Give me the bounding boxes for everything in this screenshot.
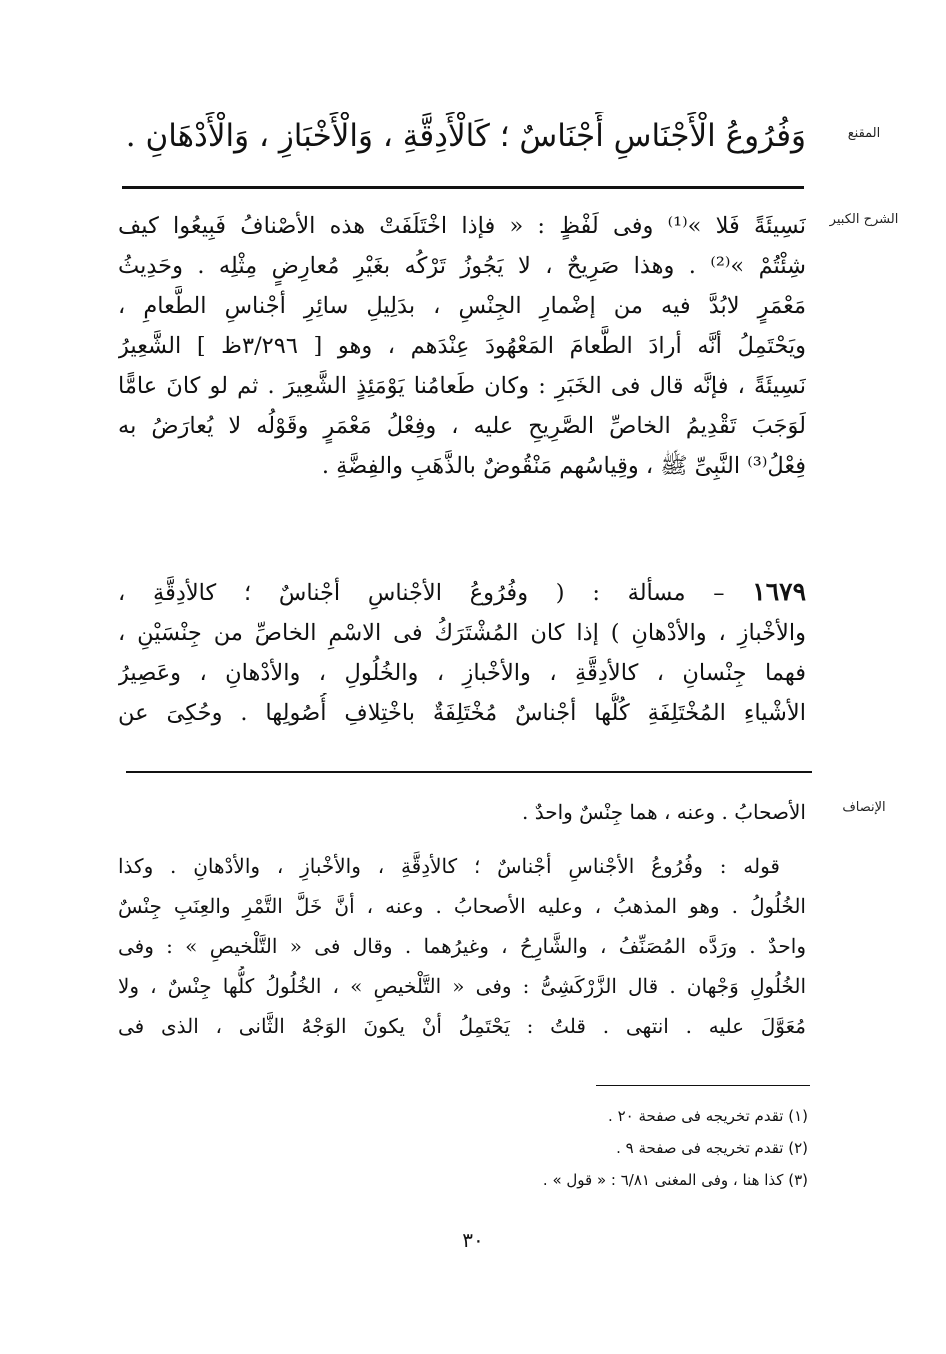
masala-line: والأخْبازِ ، والأدْهانِ ) إذا كان المُشْتَرَكُ فى الاسْمِ الخاصِّ من جِنْسَيْنِ ، [118,620,806,646]
section-divider-thin [126,771,812,773]
masala-text [118,572,806,733]
insaf-text [118,846,806,1046]
insaf-line: واحدٌ . ورَدَّه المُصَنِّفُ ، والشَّارِحُ ، وغيرُهما . وقال فى « التَّلْخيصِ » : وفى [118,934,806,958]
footnote-divider [596,1085,810,1086]
footnote: (٢) تقدم تخريجه فى صفحة ٩ . [616,1139,808,1157]
sharh-line: ويَحْتَمِلُ أنَّه أرادَ الطَّعامَ المَعْهُودَ عِنْدَهم ، وهو [ ٣/٢٩٦ظ ] الشَّعِيرُ [118,333,806,359]
masala-line: فهما جِنْسانِ ، كالأدِقَّةِ ، والأخْبازِ ، والخُلُولِ ، والأدْهانِ ، وعَصِيرُ [118,660,806,686]
footnote: (١) تقدم تخريجه فى صفحة ٢٠ . [608,1107,808,1125]
insaf-line: الخُلُولُ . وهو المذهبُ ، وعليه الأصحابُ . وعنه ، أنَّ خَلَّ التَّمْرِ والعِنَبِ جِنْسٌ [118,894,806,918]
sharh-line: نَسِيئَةً ، فإنَّه قال فى الخَبَرِ : وكان طَعامُنا يَوْمَئِذٍ الشَّعِيرَ . ثم لو كانَ عامًّا [118,373,806,399]
insaf-line: الخُلُولِ وَجْهان . قال الزَّرْكَشِىُّ : وفى « التَّلْخيصِ » ، الخُلُولُ كلُّها جِنْسٌ ، ولا [118,974,806,998]
label-muqni: المقنع [847,126,881,141]
page-number: ٣٠ [462,1228,484,1252]
label-insaf: الإنصاف [842,800,886,815]
footnote: (٣) كذا هنا ، وفى المغنى ٦/٨١ : « قول » . [542,1171,808,1189]
masala-line-first [118,572,806,613]
sharh-line: نَسِيئَةً فَلا »⁽¹⁾ وفى لَفْظٍ : « فإذا اخْتَلَفَتْ هذه الأصْنافُ فَبِيعُوا كيف [118,213,806,239]
insaf-line: قوله : وفُرُوعُ الأجْناسِ أجْناسٌ ؛ كالأدِقَّةِ ، والأخْبازِ ، والأدْهانِ . وكذا [118,854,780,878]
section-divider-thick [122,186,804,189]
sharh-line: مَعْمَرٍ لابُدَّ فيه من إضْمارِ الجِنْسِ ، بدَلِيلِ سائِرِ أجْناسِ الطَّعامِ ، [118,293,806,319]
masala-line: – مسألة : ( وفُرُوعُ الأجْناسِ أجْناسٌ ؛ كالأدِقَّةِ ، [118,580,725,606]
insaf-line: مُعَوَّلَ عليه . انتهى . قلتُ : يَحْتَمِلُ أنْ يكونَ الوَجْهُ الثَّانى ، الذى فى [118,1014,806,1038]
masala-line: الأشْياءِ المُخْتَلِفَةِ كُلُّها أجْناسٌ مُخْتَلِفَةٌ باخْتِلافِ أُصُولِها . وحُكِىَ عن [118,700,806,726]
footnotes [300,1100,808,1196]
masala-number: ١٦٧٩ [752,577,806,606]
sharh-line: شِئْتُمْ »⁽²⁾ . وهذا صَرِيحٌ ، لا يَجُوزُ تَرْكُه بغَيْرِ مُعارِضٍ مِثْلِه . وحَدِيثُ [118,253,806,279]
sharh-text [118,206,806,486]
sharh-line: فِعْلُ⁽³⁾ النَّبِىِّ ﷺ ، وقِياسُهم مَنْقُوضٌ بالذَّهَبِ والفِضَّةِ . [321,453,806,479]
insaf-first-line: الأصحابُ . وعنه ، هما جِنْسٌ واحدٌ . [522,800,806,824]
sharh-line: لَوَجَبَ تَقْدِيمُ الخاصِّ الصَّرِيحِ عليه ، وفِعْلُ مَعْمَرٍ وقَوْلُه لا يُعارَضُ به [118,413,806,439]
muqni-text: وَفُرُوعُ الْأَجْنَاسِ أَجْنَاسٌ ؛ كَالْأَدِقَّةِ ، وَالْأَخْبَازِ ، وَالْأَدْهَانِ . [125,118,806,154]
label-sharh: الشرح الكبير [829,212,899,227]
